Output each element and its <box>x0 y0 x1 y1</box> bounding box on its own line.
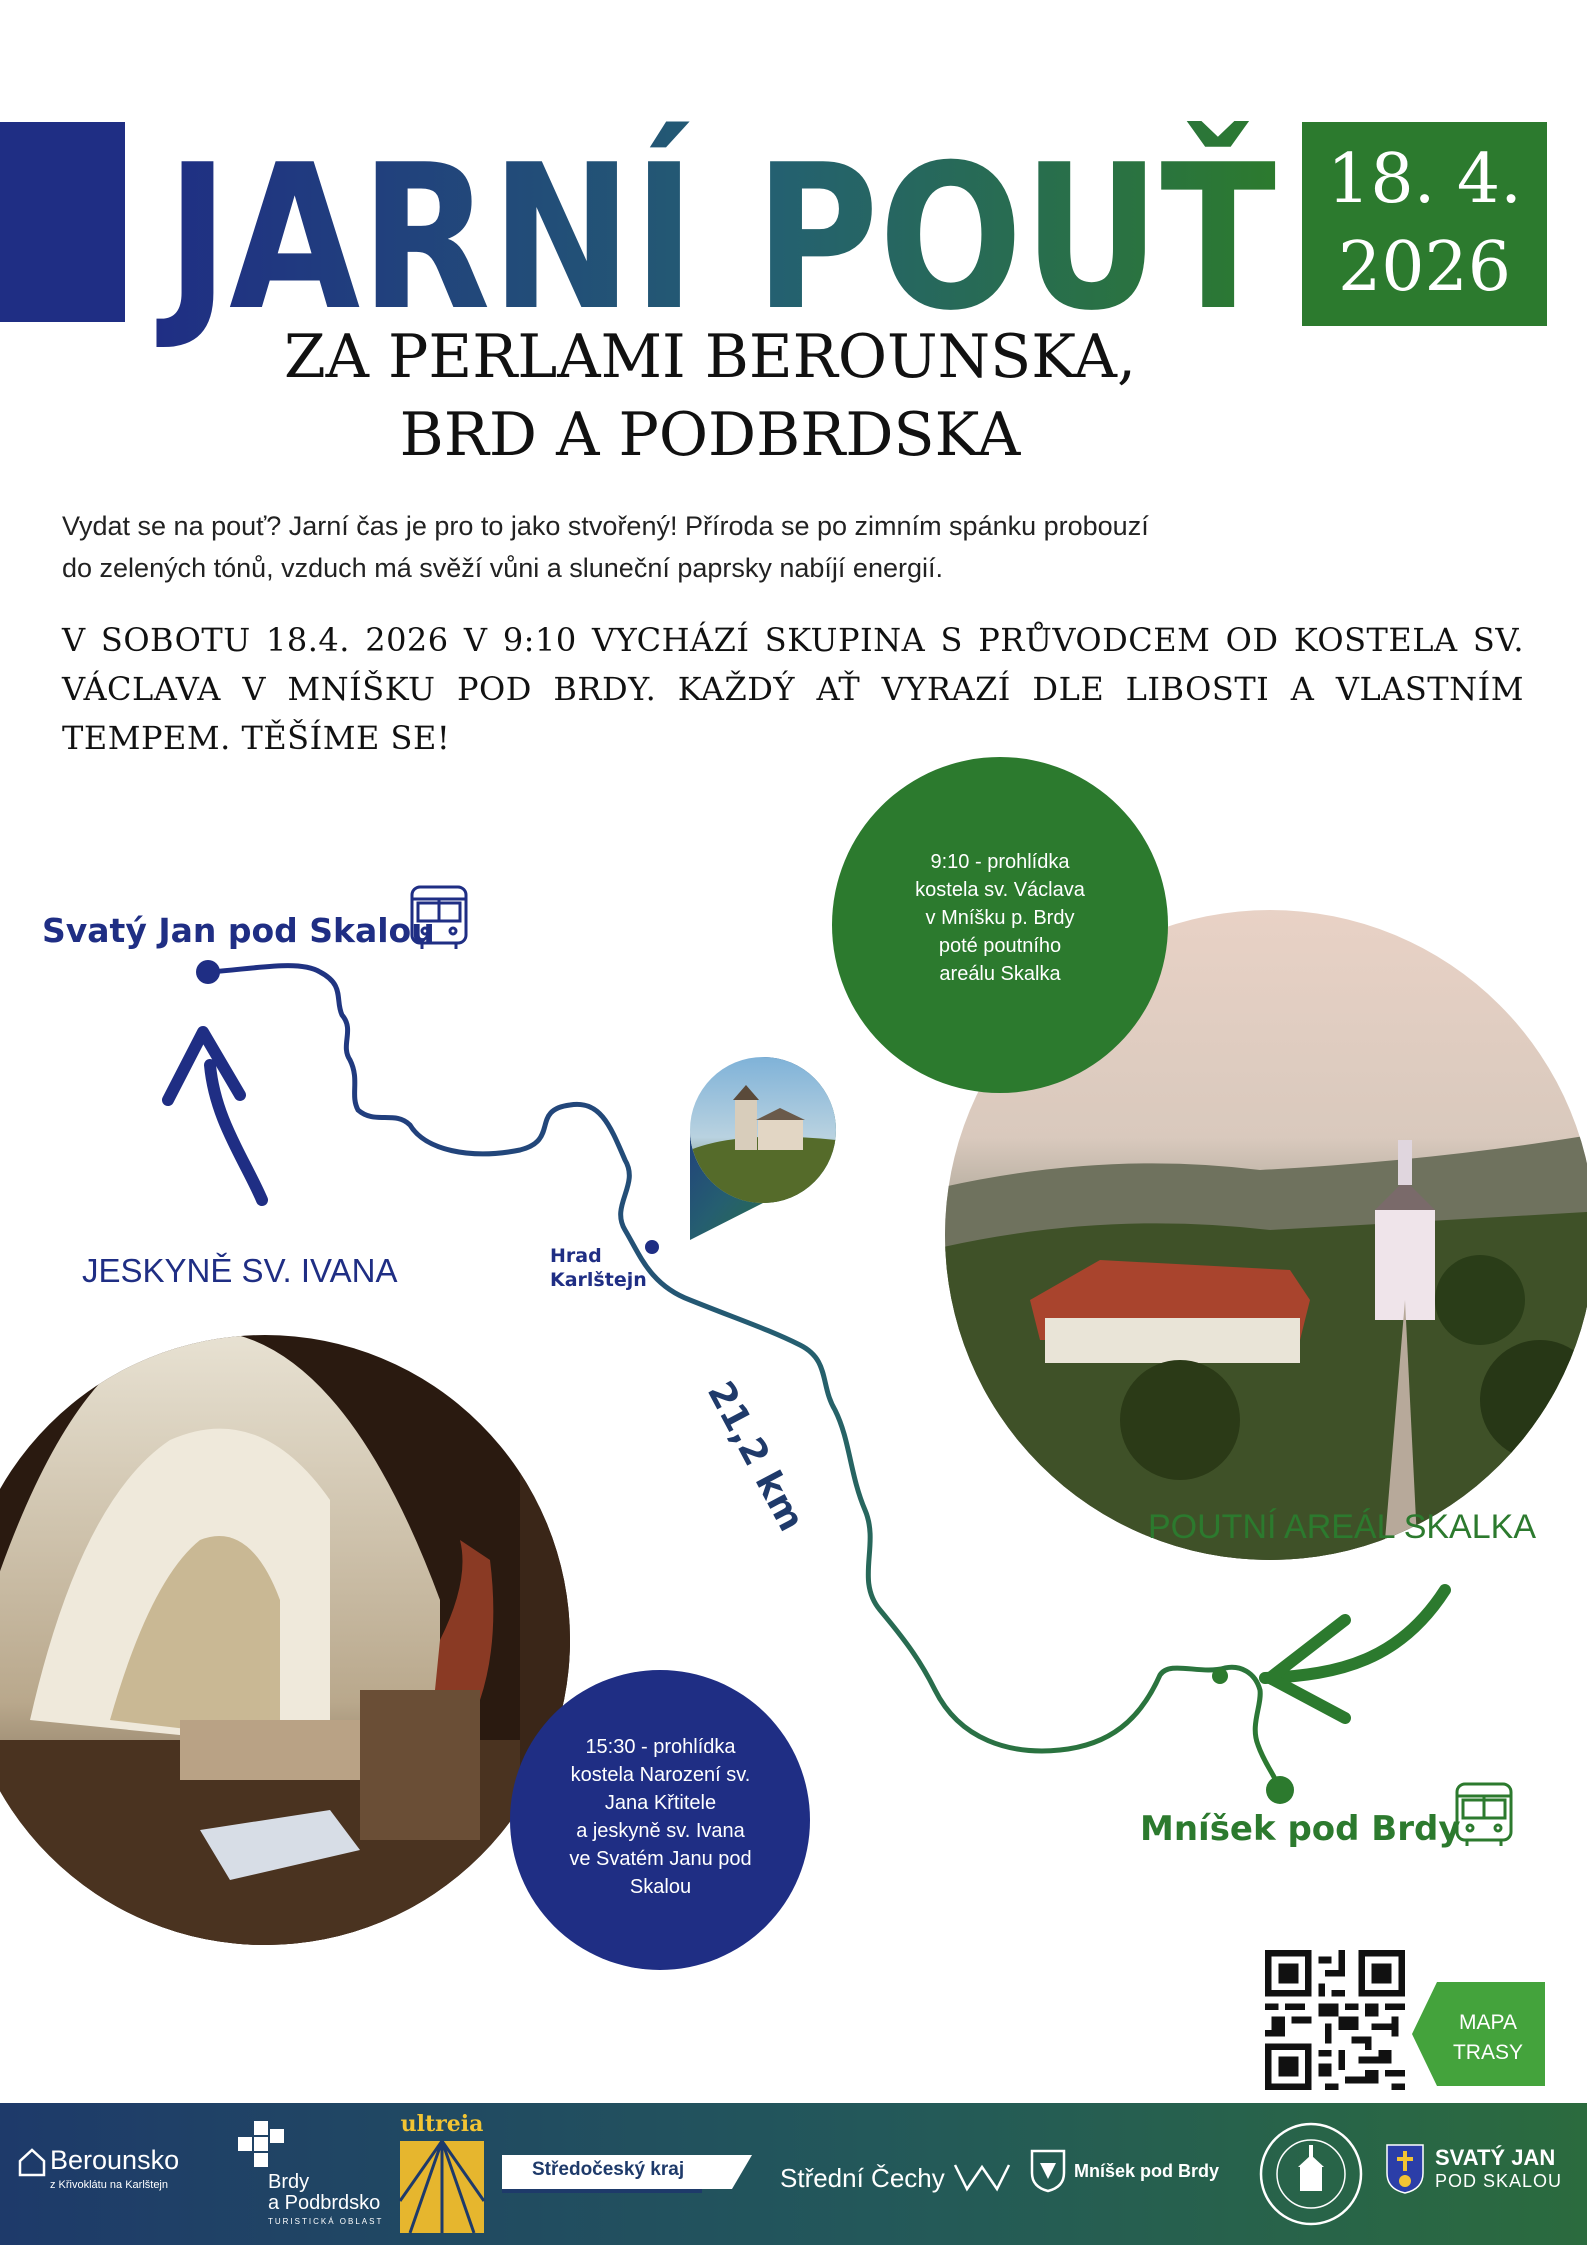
stredni-cechy-name: Střední Čechy <box>780 2163 945 2193</box>
end-point-marker <box>1266 1776 1294 1804</box>
subtitle-line-1: ZA PERLAMI BEROUNSKA, <box>283 322 1137 392</box>
start-point-marker <box>196 960 220 984</box>
distance-label: 21,2 km <box>699 1374 812 1538</box>
brdy-name-line-1: Brdy <box>268 2171 310 2193</box>
subtitle <box>150 318 1270 474</box>
mnisek-name: Mníšek pod Brdy <box>1074 2161 1220 2181</box>
intro-line-1: Vydat se na pouť? Jarní čas je pro to jako stvořený! Příroda se po zimním spánku probouzí <box>62 511 1149 541</box>
skalka-label: POUTNÍ AREÁL SKALKA <box>1148 1508 1536 1546</box>
route-map <box>0 820 1587 2040</box>
date-day-month: 18. 4. <box>1327 140 1522 219</box>
svaty-jan-name-line-1: SVATÝ JAN <box>1435 2145 1556 2170</box>
green-caption-line: kostela sv. Václava <box>915 879 1085 901</box>
page-title <box>148 82 1370 355</box>
navy-accent-bar <box>0 122 125 322</box>
brdy-tagline: TURISTICKÁ OBLAST <box>268 2217 384 2226</box>
intro-line-2: do zelených tónů, vzduch má svěží vůni a sluneční paprsky nabíjí energií. <box>62 553 943 583</box>
shield-icon <box>1030 2149 1066 2193</box>
crown-icon <box>952 2159 1012 2195</box>
svaty-jan-name-line-2: POD SKALOU <box>1435 2171 1563 2191</box>
blue-caption-line: kostela Narození sv. <box>570 1764 751 1786</box>
announcement-text: V SOBOTU 18.4. 2026 V 9:10 VYCHÁZÍ SKUPINA S PRŮVODCEM OD KOSTELA SV. VÁCLAVA V MNÍŠKU POD BRDY. KAŽDÝ AŤ VYRAZÍ DLE LIBOSTI A VLASTNÍM TEMPEM. TĚŠÍME SE! <box>62 621 1524 757</box>
ultreia-logo <box>398 2111 486 2237</box>
cave-label: JESKYNĚ SV. IVANA <box>82 1252 398 1289</box>
brdy-name-line-2: a Podbrdsko <box>268 2192 381 2214</box>
title-word-pout: POUŤ <box>754 122 1370 355</box>
blue-caption-line: a jeskyně sv. Ivana <box>576 1820 745 1842</box>
chapel-seal-icon <box>1258 2121 1364 2227</box>
green-caption-line: v Mníšku p. Brdy <box>925 907 1075 929</box>
areal-skalka-logo <box>1258 2121 1364 2227</box>
title-word-jarni: JARNÍ <box>166 122 791 355</box>
castle-label-line-1: Hrad <box>550 1245 602 1267</box>
squares-icon <box>236 2121 286 2171</box>
green-caption-line: areálu Skalka <box>939 963 1061 985</box>
date-badge <box>1302 122 1547 326</box>
date-year: 2026 <box>1337 228 1512 307</box>
castle-waypoint <box>645 1240 659 1254</box>
sunrays-icon <box>400 2141 484 2233</box>
cave-photo <box>0 1330 600 1960</box>
blue-caption <box>538 1733 783 1901</box>
end-label: Mníšek pod Brdy <box>1140 1809 1461 1849</box>
house-icon <box>18 2147 46 2177</box>
stredocesky-kraj-logo <box>502 2149 752 2197</box>
start-label: Svatý Jan pod Skalou <box>42 911 435 950</box>
subtitle-line-2: BRD A PODBRDSKA <box>399 400 1021 470</box>
map-button-line-2: TRASY <box>1452 2041 1523 2064</box>
route-waypoint <box>1212 1668 1228 1684</box>
green-caption <box>880 848 1120 988</box>
castle-label-line-2: Karlštejn <box>550 1269 647 1291</box>
blue-caption-line: Jana Křtitele <box>604 1792 717 1814</box>
blue-caption-line: Skalou <box>629 1876 692 1898</box>
brdy-logo <box>232 2121 392 2231</box>
stredocesky-name: Středočeský kraj <box>532 2159 685 2180</box>
green-caption-line: 9:10 - prohlídka <box>930 851 1070 873</box>
castle-pin <box>690 1057 836 1240</box>
left-arrow-icon <box>1265 1590 1445 1718</box>
berounsko-name: Berounsko <box>50 2145 180 2175</box>
footer-partners <box>0 2103 1587 2245</box>
up-arrow-icon <box>168 1032 262 1200</box>
coat-of-arms-icon <box>1385 2143 1425 2195</box>
green-caption-line: poté poutního <box>938 935 1062 957</box>
map-route-button-label <box>1438 2008 1538 2068</box>
blue-caption-line: ve Svatém Janu pod <box>569 1848 752 1870</box>
map-button-line-1: MAPA <box>1459 2011 1517 2034</box>
qr-code[interactable] <box>1265 1950 1405 2090</box>
berounsko-tagline: z Křivoklátu na Karlštejn <box>50 2179 168 2191</box>
ultreia-name: ultreia <box>400 2111 484 2137</box>
blue-caption-line: 15:30 - prohlídka <box>585 1736 736 1758</box>
intro-text <box>62 505 1462 589</box>
bus-icon <box>1457 1784 1511 1846</box>
